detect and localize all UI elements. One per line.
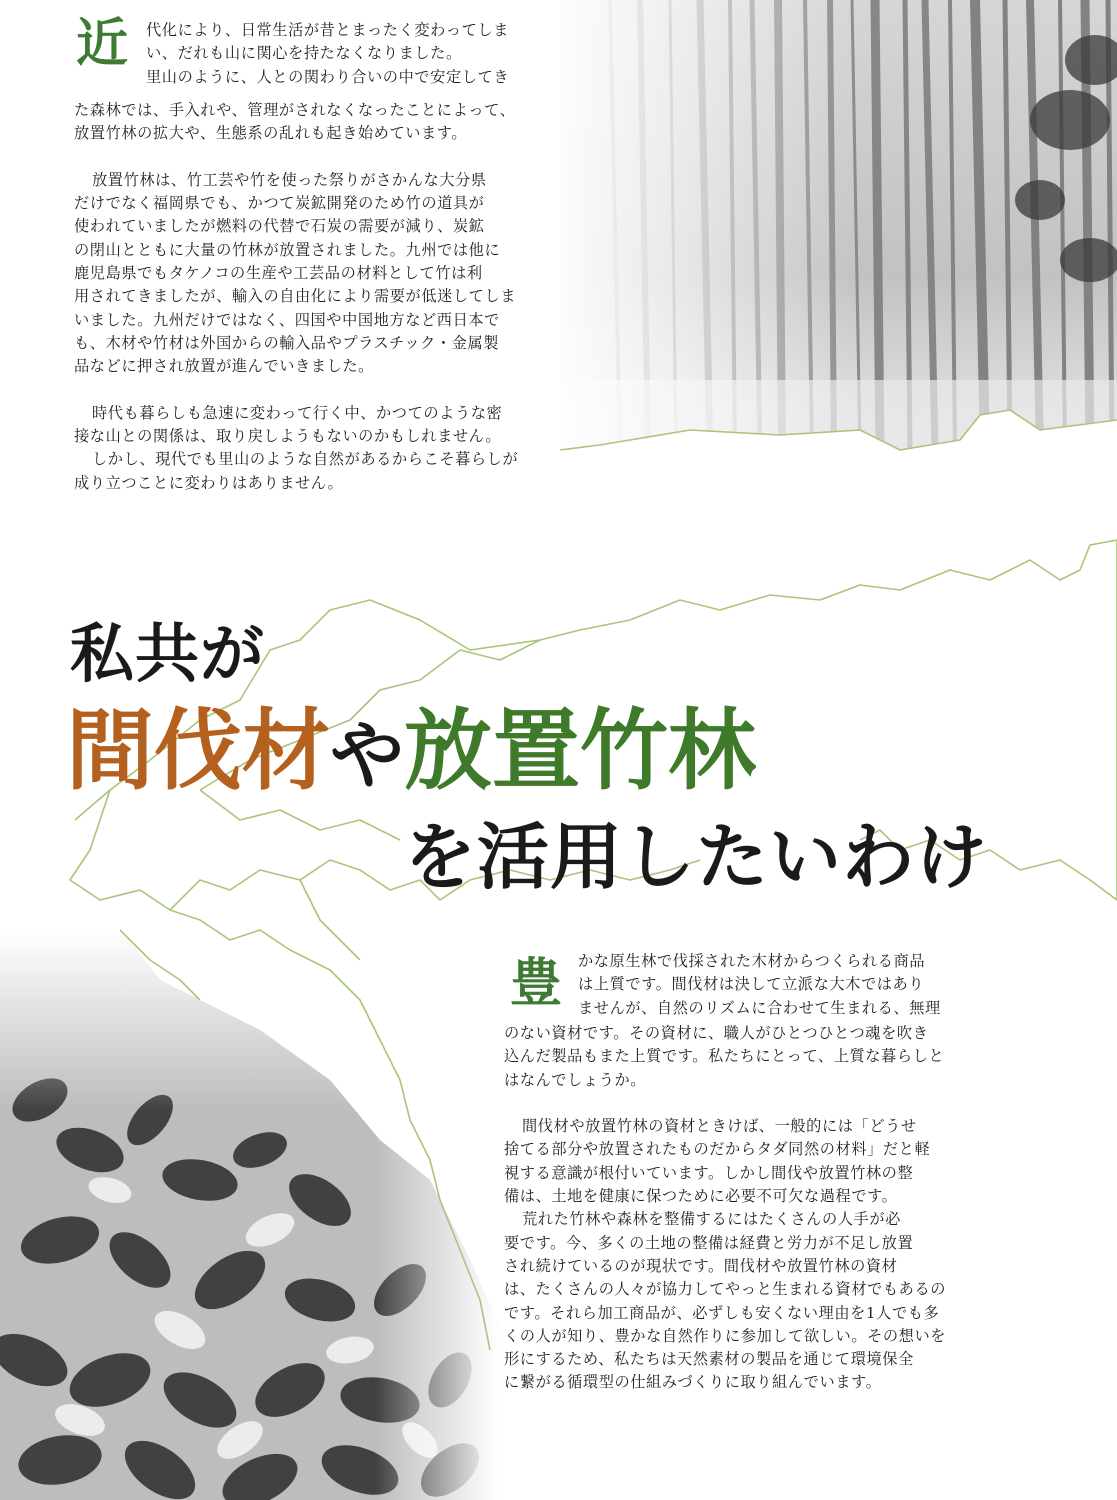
text-line: 視する意識が根付いています。しかし間伐や放置竹林の整 <box>504 1163 914 1182</box>
text-line: かな原生林で伐採された木材からつくられる商品 <box>578 952 926 970</box>
headline-line2 <box>66 700 756 806</box>
section2-paragraphs <box>578 950 941 1020</box>
text-line: だけでなく福岡県でも、かつて炭鉱開発のため竹の道具が <box>74 194 485 213</box>
text-line: 要です。今、多くの土地の整備は経費と労力が不足し放置 <box>504 1233 914 1252</box>
headline-line1: 私共が <box>70 617 265 692</box>
text-line <box>74 379 518 402</box>
text-line: 成り立つことに変わりはありません。 <box>74 473 344 492</box>
text-line: 放置竹林の拡大や、生態系の乱れも起き始めています。 <box>74 124 468 143</box>
text-line: 時代も暮らしも急速に変わって行く中、かつてのような密 <box>92 403 503 422</box>
text-line: 里山のように、人との関わり合いの中で安定してき <box>146 67 510 86</box>
text-line: 使われていましたが燃料の代替で石炭の需要が減り、炭鉱 <box>74 217 485 236</box>
section2-paragraphs-full <box>504 1022 946 1395</box>
text-line: は上質です。間伐材は決して立派な大木ではあり <box>578 975 925 994</box>
text-line: 代化により、日常生活が昔とまったく変わってしま <box>146 21 509 39</box>
dropcap-section2: 豊 <box>510 953 563 1014</box>
headline-thinned-wood: 間伐材 <box>66 698 331 802</box>
section1-paragraphs-full <box>74 99 518 495</box>
text-line <box>74 146 518 169</box>
headline-abandoned-bamboo: 放置竹林 <box>404 698 757 802</box>
text-line: 放置竹林は、竹工芸や竹を使った祭りがさかんな大分県 <box>92 170 487 189</box>
text-line: 接な山との関係は、取り戻しようもないのかもしれません。 <box>74 427 502 446</box>
text-line: され続けているのが現状です。間伐材や放置竹林の資材 <box>504 1256 898 1275</box>
text-line: 品などに押され放置が進んでいきました。 <box>74 357 374 376</box>
text-line: は、たくさんの人々が協力してやっと生まれる資材でもあるの <box>504 1280 947 1299</box>
text-line: 用されてきましたが、輸入の自由化により需要が低迷してしま <box>74 287 517 306</box>
text-line: た森林では、手入れや、管理がされなくなったことによって、 <box>74 101 516 119</box>
text-line: 込んだ製品もまた上質です。私たちにとって、上質な暮らしと <box>504 1047 945 1066</box>
text-line: 鹿児島県でもタケノコの生産や工芸品の材料として竹は利 <box>74 264 483 283</box>
text-line: しかし、現代でも里山のような自然があるからこそ暮らしが <box>92 450 519 469</box>
text-line: 備は、土地を健康に保つために必要不可欠な過程です。 <box>504 1187 898 1206</box>
leaves-photo <box>0 930 500 1500</box>
bamboo-forest-photo <box>540 0 1117 460</box>
headline-particle: や <box>330 713 405 799</box>
text-line: 間伐材や放置竹林の資材ときけば、一般的には「どうせ <box>522 1117 917 1136</box>
text-line <box>504 1092 946 1115</box>
text-line: はなんでしょうか。 <box>504 1070 647 1089</box>
text-line: 荒れた竹林や森林を整備するにはたくさんの人手が必 <box>522 1210 901 1229</box>
section1-paragraphs <box>146 19 509 89</box>
text-line: の閉山とともに大量の竹林が放置されました。九州では他に <box>74 240 501 259</box>
headline-line3: を活用したいわけ <box>404 814 989 899</box>
text-line: 形にするため、私たちは天然素材の製品を通じて環境保全 <box>504 1350 914 1369</box>
text-line: のない資材です。その資材に、職人がひとつひとつ魂を吹き <box>504 1024 929 1042</box>
text-line: ませんが、自然のリズムに合わせて生まれる、無理 <box>578 998 941 1017</box>
text-line: です。それら加工商品が、必ずしも安くない理由を1人でも多 <box>504 1303 940 1322</box>
text-line: くの人が知り、豊かな自然作りに参加して欲しい。その想いを <box>504 1326 947 1345</box>
text-line: い、だれも山に関心を持たなくなりました。 <box>146 44 462 63</box>
dropcap-section1: 近 <box>76 13 129 74</box>
text-line: 捨てる部分や放置されたものだからタダ同然の材料」だと軽 <box>504 1140 931 1159</box>
text-line: も、木材や竹材は外国からの輸入品やプラスチック・金属製 <box>74 333 500 352</box>
text-line: いました。九州だけではなく、四国や中国地方など西日本で <box>74 310 500 329</box>
text-line: に繋がる循環型の仕組みづくりに取り組んでいます。 <box>504 1373 882 1392</box>
